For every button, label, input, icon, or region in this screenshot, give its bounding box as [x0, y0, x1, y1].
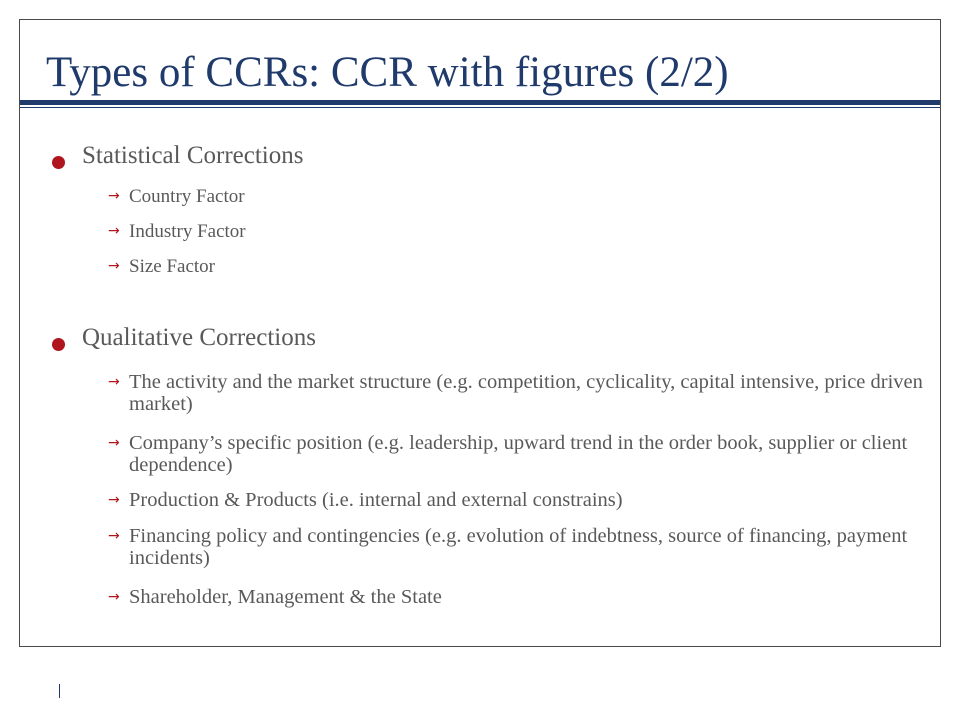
list-item-text: Shareholder, Management & the State: [129, 586, 442, 608]
arrow-icon: →: [108, 435, 120, 451]
title-rule: [20, 100, 940, 105]
title-rule-thin: [20, 107, 940, 108]
arrow-icon: →: [108, 492, 120, 508]
section-heading: Statistical Corrections: [82, 142, 304, 169]
arrow-icon: →: [108, 374, 120, 390]
arrow-icon: →: [108, 528, 120, 544]
list-item-text: Production & Products (i.e. internal and external constrains): [129, 489, 623, 511]
list-item-text: Industry Factor: [129, 221, 246, 242]
bullet-dot-icon: [52, 338, 65, 351]
list-item-text: Company’s specific position (e.g. leadership, upward trend in the order book, supplier or client dependence): [129, 432, 908, 476]
arrow-icon: →: [108, 258, 120, 274]
section-bullet-qualitative: [52, 324, 316, 351]
list-item-text: Financing policy and contingencies (e.g. evolution of indebtness, source of financing, payment incidents): [129, 525, 908, 569]
section-heading: Qualitative Corrections: [82, 324, 316, 351]
list-item-text: The activity and the market structure (e.g. competition, cyclicality, capital intensive, price driven market): [129, 371, 923, 415]
bullet-dot-icon: [52, 156, 65, 169]
slide-title: Types of CCRs: CCR with figures (2/2): [46, 49, 729, 96]
arrow-icon: →: [108, 223, 120, 239]
arrow-icon: →: [108, 188, 120, 204]
list-item-text: Size Factor: [129, 256, 216, 277]
section-bullet-statistical: [52, 142, 304, 169]
list-item-text: Country Factor: [129, 186, 245, 207]
footer-divider: [59, 684, 60, 698]
arrow-icon: →: [108, 589, 120, 605]
